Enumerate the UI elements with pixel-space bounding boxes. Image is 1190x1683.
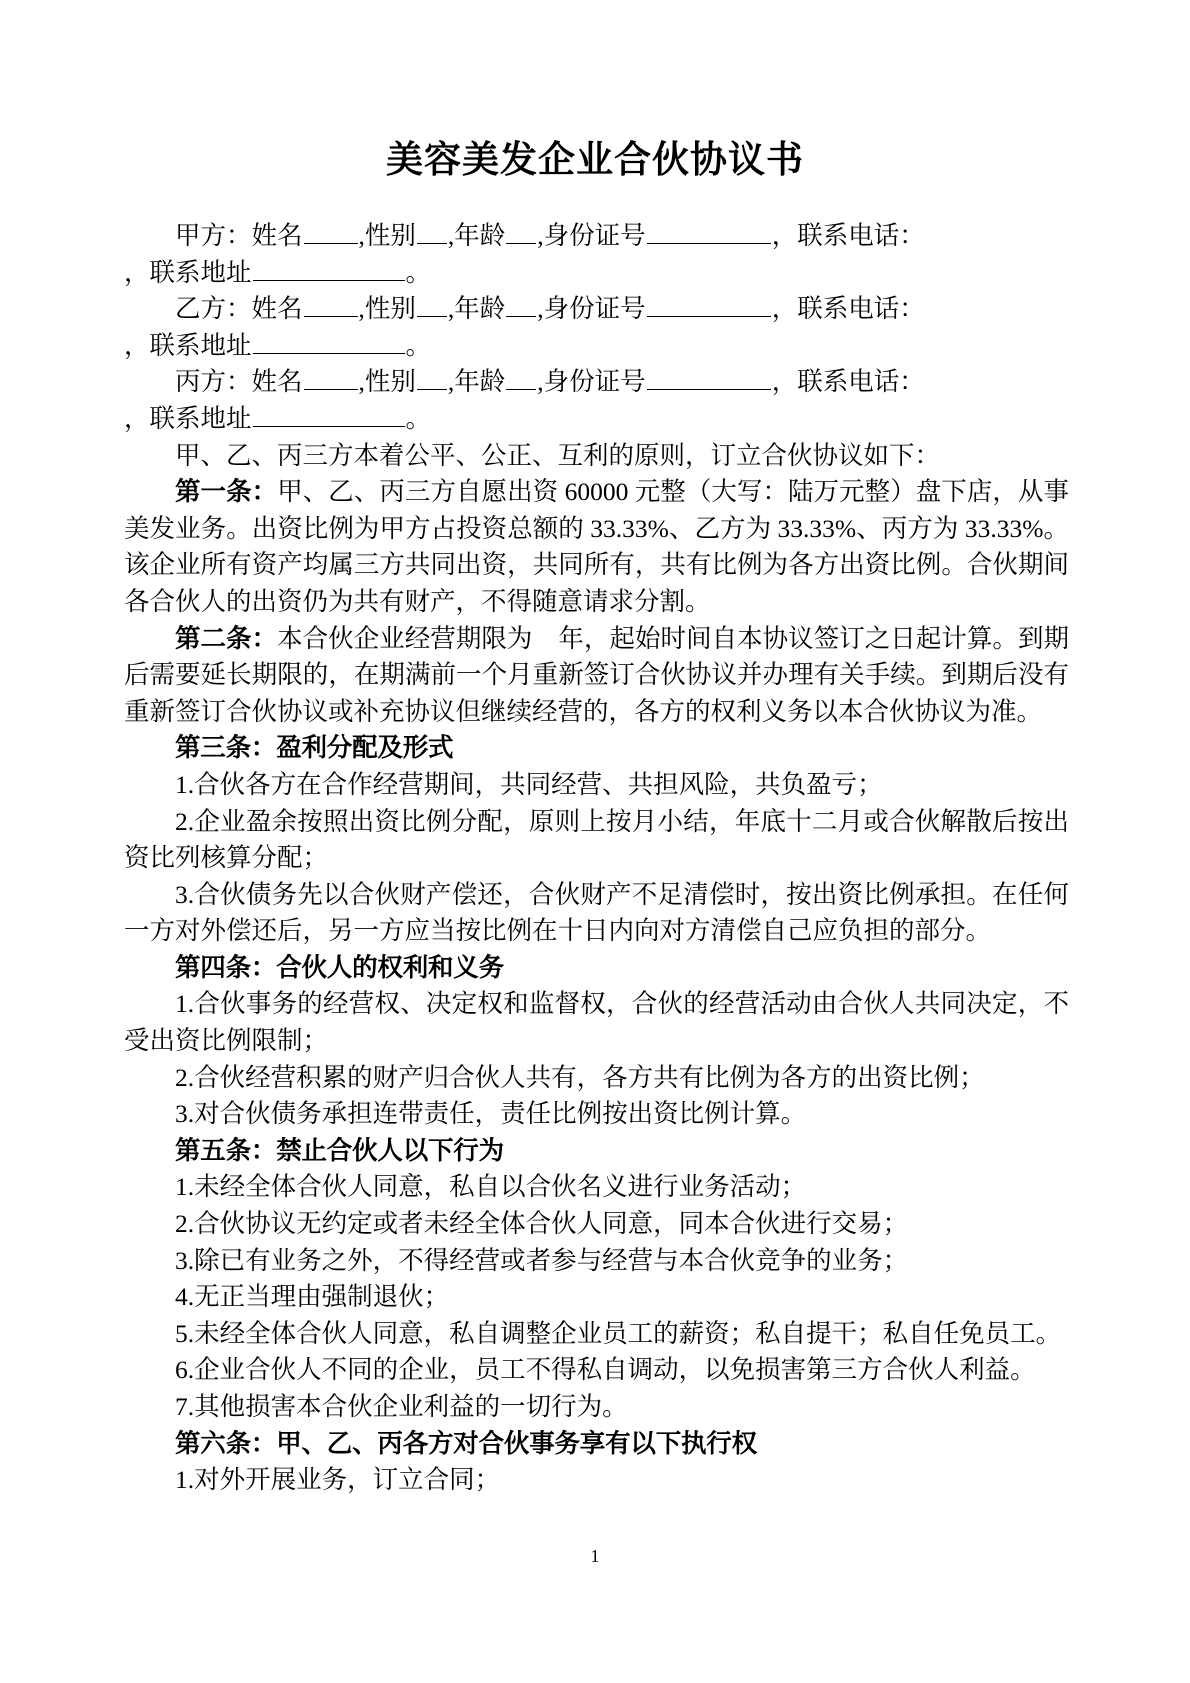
party-bing-suffix: ，联系电话： [771, 367, 925, 397]
party-yi-suffix: ，联系电话： [771, 294, 925, 324]
article-6-heading: 第六条：甲、乙、丙各方对合伙事务享有以下执行权 [175, 1429, 757, 1458]
party-bing-mid3: ,身份证号 [537, 367, 646, 397]
name-blank [304, 292, 358, 317]
article-5-item: 4.无正当理由强制退伙； [175, 1282, 450, 1312]
party-yi-prefix: 乙方：姓名 [175, 294, 303, 324]
party-jia-mid2: ,年龄 [447, 221, 506, 250]
article-6-item: 1.对外开展业务，订立合同； [175, 1465, 501, 1495]
article-3-item: 2.企业盈余按照出资比例分配，原则上按月小结，年底十二月或合伙解散后按出资比列核算分配； [124, 806, 1069, 873]
gender-blank [417, 365, 447, 390]
article-5-item: 6.企业合伙人不同的企业，员工不得私自调动，以免损害第三方合伙人利益。 [175, 1355, 1036, 1385]
party-address-bing [124, 401, 1069, 438]
id-blank [647, 365, 771, 390]
party-jia-suffix: ，联系电话： [771, 221, 925, 250]
party-yi-mid1: ,性别 [358, 294, 416, 324]
id-blank [647, 219, 771, 244]
article-2-label: 第二条： [175, 624, 278, 653]
party-yi-mid2: ,年龄 [447, 294, 506, 324]
article-5-item: 1.未经全体合伙人同意，私自以合伙名义进行业务活动； [175, 1172, 807, 1202]
article-1-paragraph [124, 474, 1069, 620]
party-bing-addr-suffix: 。 [405, 403, 432, 433]
party-jia-addr-prefix: ，联系地址 [124, 257, 252, 287]
document-body [124, 218, 1069, 1499]
party-jia-prefix: 甲方：姓名 [175, 221, 303, 250]
party-address-jia [124, 255, 1069, 292]
age-blank [506, 292, 536, 317]
article-5-item: 3.除已有业务之外，不得经营或者参与经营与本合伙竞争的业务； [175, 1245, 909, 1275]
article-2-text-before: 本合伙企业经营期限为 [277, 623, 533, 653]
article-5-item: 5.未经全体合伙人同意，私自调整企业员工的薪资；私自提干；私自任免员工。 [175, 1318, 1062, 1348]
page-number: 1 [590, 1546, 600, 1566]
party-jia-mid1: ,性别 [358, 221, 416, 250]
article-4-item: 1.合伙事务的经营权、决定权和监督权，合伙的经营活动由合伙人共同决定，不受出资比例限制； [124, 989, 1069, 1056]
address-blank [253, 329, 405, 354]
article-2-text-after: 年，起始时间自本协议签订之日起计算。到期后需要延长期限的，在期满前一个月重新签订合伙协议并办理有关手续。到期后没有重新签订合伙协议或补充协议但继续经营的，各方的权利义务以本合伙协议为准。 [124, 623, 1069, 726]
party-jia-addr-suffix: 。 [405, 257, 432, 287]
article-4-heading: 第四条：合伙人的权利和义务 [175, 953, 504, 982]
name-blank [304, 365, 358, 390]
article-4-item: 2.合伙经营积累的财产归合伙人共有，各方共有比例为各方的出资比例； [175, 1062, 985, 1092]
party-yi-addr-suffix: 。 [405, 330, 432, 360]
party-jia-mid3: ,身份证号 [537, 221, 646, 250]
address-blank [253, 255, 405, 280]
article-3-item: 1.合伙各方在合作经营期间，共同经营、共担风险，共负盈亏； [175, 769, 883, 799]
party-line-jia [124, 218, 1069, 255]
party-address-yi [124, 328, 1069, 365]
party-bing-mid2: ,年龄 [447, 367, 506, 397]
party-bing-addr-prefix: ，联系地址 [124, 403, 252, 433]
gender-blank [417, 292, 447, 317]
article-5-heading: 第五条：禁止合伙人以下行为 [175, 1136, 504, 1165]
article-3-heading: 第三条：盈利分配及形式 [175, 734, 454, 763]
article-1-label: 第一条： [175, 478, 278, 507]
party-yi-addr-prefix: ，联系地址 [124, 330, 252, 360]
age-blank [506, 219, 536, 244]
party-yi-mid3: ,身份证号 [537, 294, 646, 324]
party-bing-mid1: ,性别 [358, 367, 416, 397]
article-5-item: 2.合伙协议无约定或者未经全体合伙人同意，同本合伙进行交易； [175, 1209, 909, 1239]
address-blank [253, 402, 405, 427]
article-2-paragraph [124, 621, 1069, 731]
gender-blank [417, 219, 447, 244]
name-blank [304, 219, 358, 244]
article-1-text: 甲、乙、丙三方自愿出资 60000 元整（大写：陆万元整）盘下店，从事美发业务。出资比例为甲方占投资总额的 33.33%、乙方为 33.33%、丙方为 33.33%。该企业所有资产均属三方共同出资，共同所有，共有比例为各方出资比例。合伙期间各合伙人的出资仍为共有财产，不得随意请求分割。 [124, 477, 1069, 616]
page-title: 美容美发企业合伙协议书 [386, 139, 804, 180]
party-line-bing [124, 364, 1069, 401]
preamble-paragraph: 甲、乙、丙三方本着公平、公正、互利的原则，订立合伙协议如下： [175, 440, 941, 470]
article-5-item: 7.其他损害本合伙企业利益的一切行为。 [175, 1392, 628, 1421]
age-blank [506, 365, 536, 390]
party-line-yi [124, 291, 1069, 328]
party-bing-prefix: 丙方：姓名 [175, 367, 303, 397]
id-blank [647, 292, 771, 317]
article-4-item: 3.对合伙债务承担连带责任，责任比例按出资比例计算。 [175, 1099, 807, 1129]
article-3-item: 3.合伙债务先以合伙财产偿还，合伙财产不足清偿时，按出资比例承担。在任何一方对外偿还后，另一方应当按比例在十日内向对方清偿自己应负担的部分。 [124, 879, 1069, 946]
